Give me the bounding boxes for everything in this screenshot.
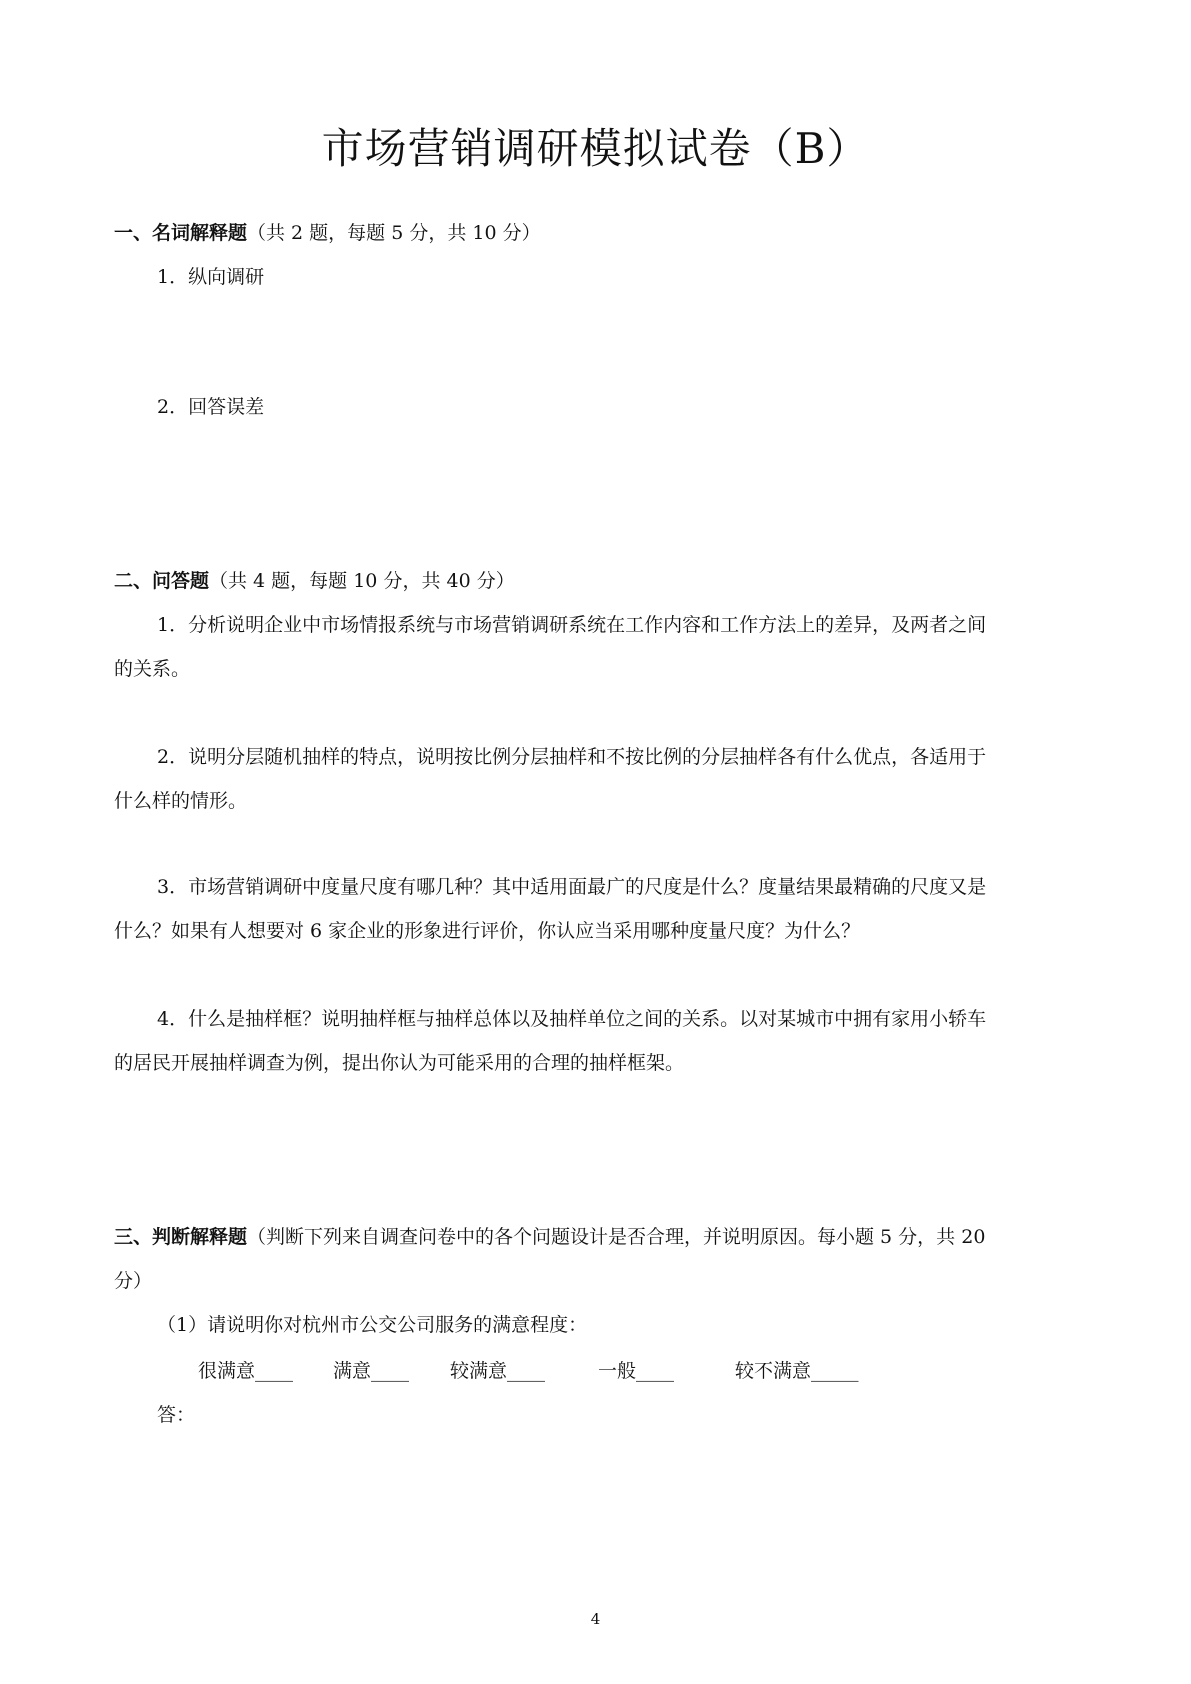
section-1-note: （共 2 题，每题 5 分，共 10 分）	[247, 222, 541, 244]
section-3-note: （判断下列来自调查问卷中的各个问题设计是否合理，并说明原因。每小题 5 分，共 20	[247, 1226, 986, 1248]
answer-label: 答：	[157, 1404, 196, 1426]
option-very-satisfied: 很满意____	[198, 1360, 294, 1382]
s2-item-2-line2: 什么样的情形。	[114, 790, 248, 812]
section-3-heading: 三、判断解释题	[114, 1226, 248, 1248]
s2-item-1-line1: 1．分析说明企业中市场情报系统与市场营销调研系统在工作内容和工作方法上的差异，及两者之间	[157, 614, 987, 636]
s2-item-2-line1: 2．说明分层随机抽样的特点，说明按比例分层抽样和不按比例的分层抽样各有什么优点，各适用于	[157, 746, 987, 768]
section-1-header	[114, 218, 541, 245]
option-satisfied: 满意____	[333, 1360, 410, 1382]
section-3-note-continued: 分）	[114, 1270, 153, 1292]
option-average: 一般____	[598, 1360, 675, 1382]
section-3-header	[114, 1222, 985, 1249]
page-number: 4	[590, 1610, 601, 1628]
option-fairly-dissatisfied: 较不满意_____	[735, 1360, 859, 1382]
s1-item-1: 1．纵向调研	[157, 266, 265, 288]
page-title: 市场营销调研模拟试卷（B）	[321, 124, 870, 173]
s2-item-3-line1: 3．市场营销调研中度量尺度有哪几种？其中适用面最广的尺度是什么？度量结果最精确的尺度又是	[157, 876, 987, 898]
section-2-header	[114, 566, 515, 593]
s1-item-2: 2．回答误差	[157, 396, 265, 418]
s2-item-1-line2: 的关系。	[114, 658, 191, 680]
section-2-heading: 二、问答题	[114, 570, 210, 592]
s3-question-1: （1）请说明你对杭州市公交公司服务的满意程度：	[157, 1314, 588, 1336]
s2-item-4-line2: 的居民开展抽样调查为例，提出你认为可能采用的合理的抽样框架。	[114, 1052, 685, 1074]
section-1-heading: 一、名词解释题	[114, 222, 248, 244]
section-2-note: （共 4 题，每题 10 分，共 40 分）	[209, 570, 515, 592]
s2-item-3-line2: 什么？如果有人想要对 6 家企业的形象进行评价，你认应当采用哪种度量尺度？为什么？	[114, 920, 861, 942]
s2-item-4-line1: 4．什么是抽样框？说明抽样框与抽样总体以及抽样单位之间的关系。以对某城市中拥有家用小轿车	[157, 1008, 987, 1030]
option-fairly-satisfied: 较满意____	[450, 1360, 546, 1382]
